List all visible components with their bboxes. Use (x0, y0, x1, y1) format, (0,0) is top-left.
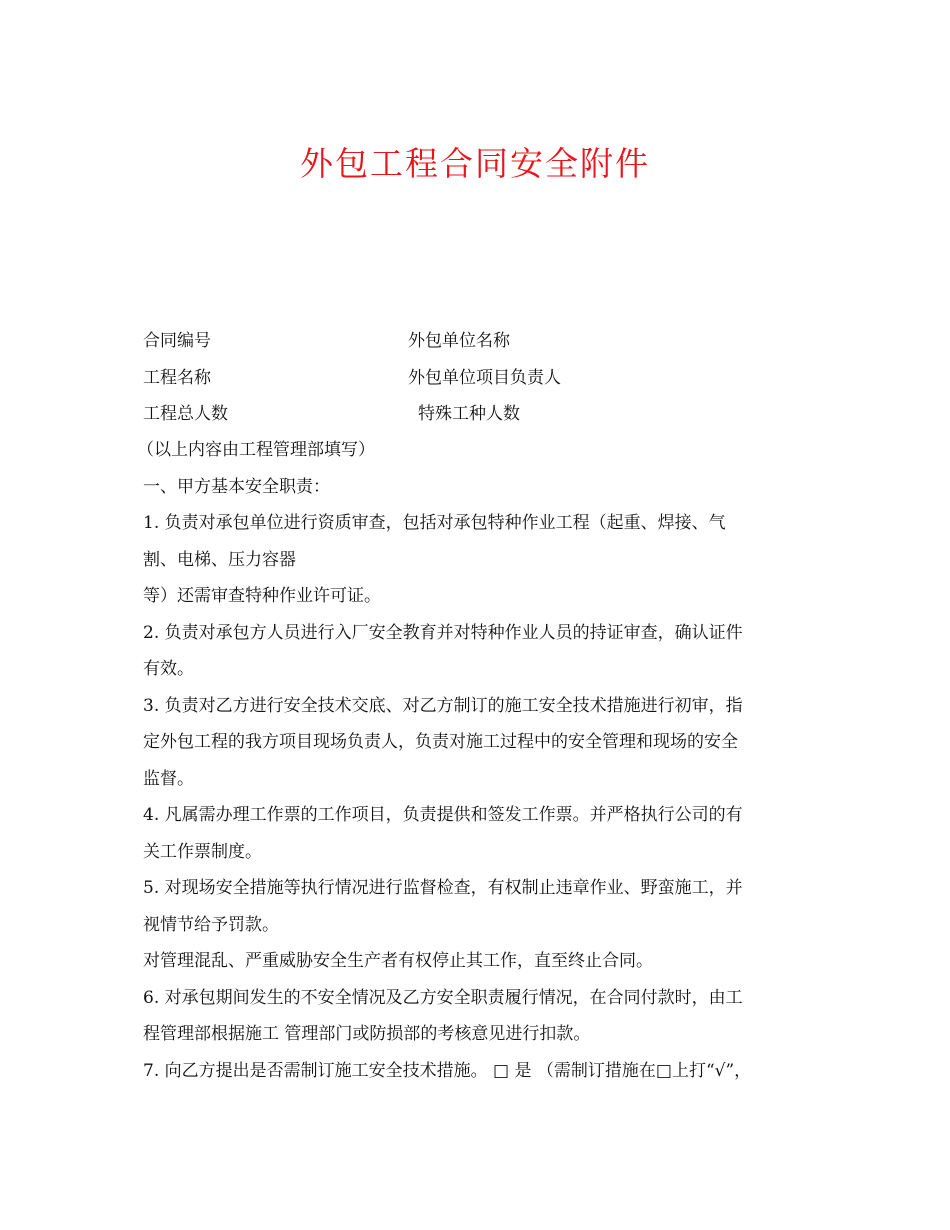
info-row (143, 396, 743, 433)
text-line: 3. 负责对乙方进行安全技术交底、对乙方制订的施工安全技术措施进行初审，指 (143, 695, 743, 716)
text-line: 5. 对现场安全措施等执行情况进行监督检查，有权制止违章作业、野蛮施工，并 (143, 878, 743, 898)
text-line: 割、电梯、压力容器 (143, 549, 296, 570)
text-line: 关工作票制度。 (143, 841, 262, 862)
text-line: 有效。 (143, 659, 194, 679)
text-line: 视情节给予罚款。 (143, 914, 279, 935)
project-name-label: 工程名称 (143, 367, 211, 388)
text-line: （以上内容由工程管理部填写） (137, 440, 375, 460)
document-title: 外包工程合同安全附件 (300, 144, 650, 183)
section-heading: 一、甲方基本安全职责： (143, 476, 330, 497)
text-line: 4. 凡属需办理工作票的工作项目，负责提供和签发工作票。并严格执行公司的有 (143, 805, 743, 825)
text-line: 定外包工程的我方项目现场负责人，负责对施工过程中的安全管理和现场的安全 (143, 732, 738, 752)
special-workers-label: 特殊工种人数 (418, 404, 520, 424)
text-line: 2. 负责对承包方人员进行入厂安全教育并对特种作业人员的持证审查，确认证件 (143, 622, 743, 643)
info-row (143, 360, 743, 397)
contractor-lead-label: 外包单位项目负责人 (408, 367, 561, 388)
info-row (143, 323, 743, 360)
contract-number-label: 合同编号 (143, 331, 211, 351)
text-line: 1. 负责对承包单位进行资质审查，包括对承包特种作业工程（起重、焊接、气 (143, 513, 726, 533)
text-line: 程管理部根据施工 管理部门或防损部的考核意见进行扣款。 (143, 1024, 591, 1044)
text-line: 等）还需审查特种作业许可证。 (143, 586, 381, 606)
text-line: 对管理混乱、严重威胁安全生产者有权停止其工作，直至终止合同。 (143, 951, 653, 971)
total-workers-label: 工程总人数 (143, 404, 228, 424)
text-line: 监督。 (143, 768, 194, 789)
info-block (143, 323, 743, 433)
contractor-name-label: 外包单位名称 (408, 331, 510, 351)
text-line: 6. 对承包期间发生的不安全情况及乙方安全职责履行情况，在合同付款时，由工 (143, 987, 743, 1008)
document-body (137, 432, 808, 1089)
text-line: 7. 向乙方提出是否需制订施工安全技术措施。 □ 是 （需制订措施在□上打“√”， (143, 1060, 752, 1081)
